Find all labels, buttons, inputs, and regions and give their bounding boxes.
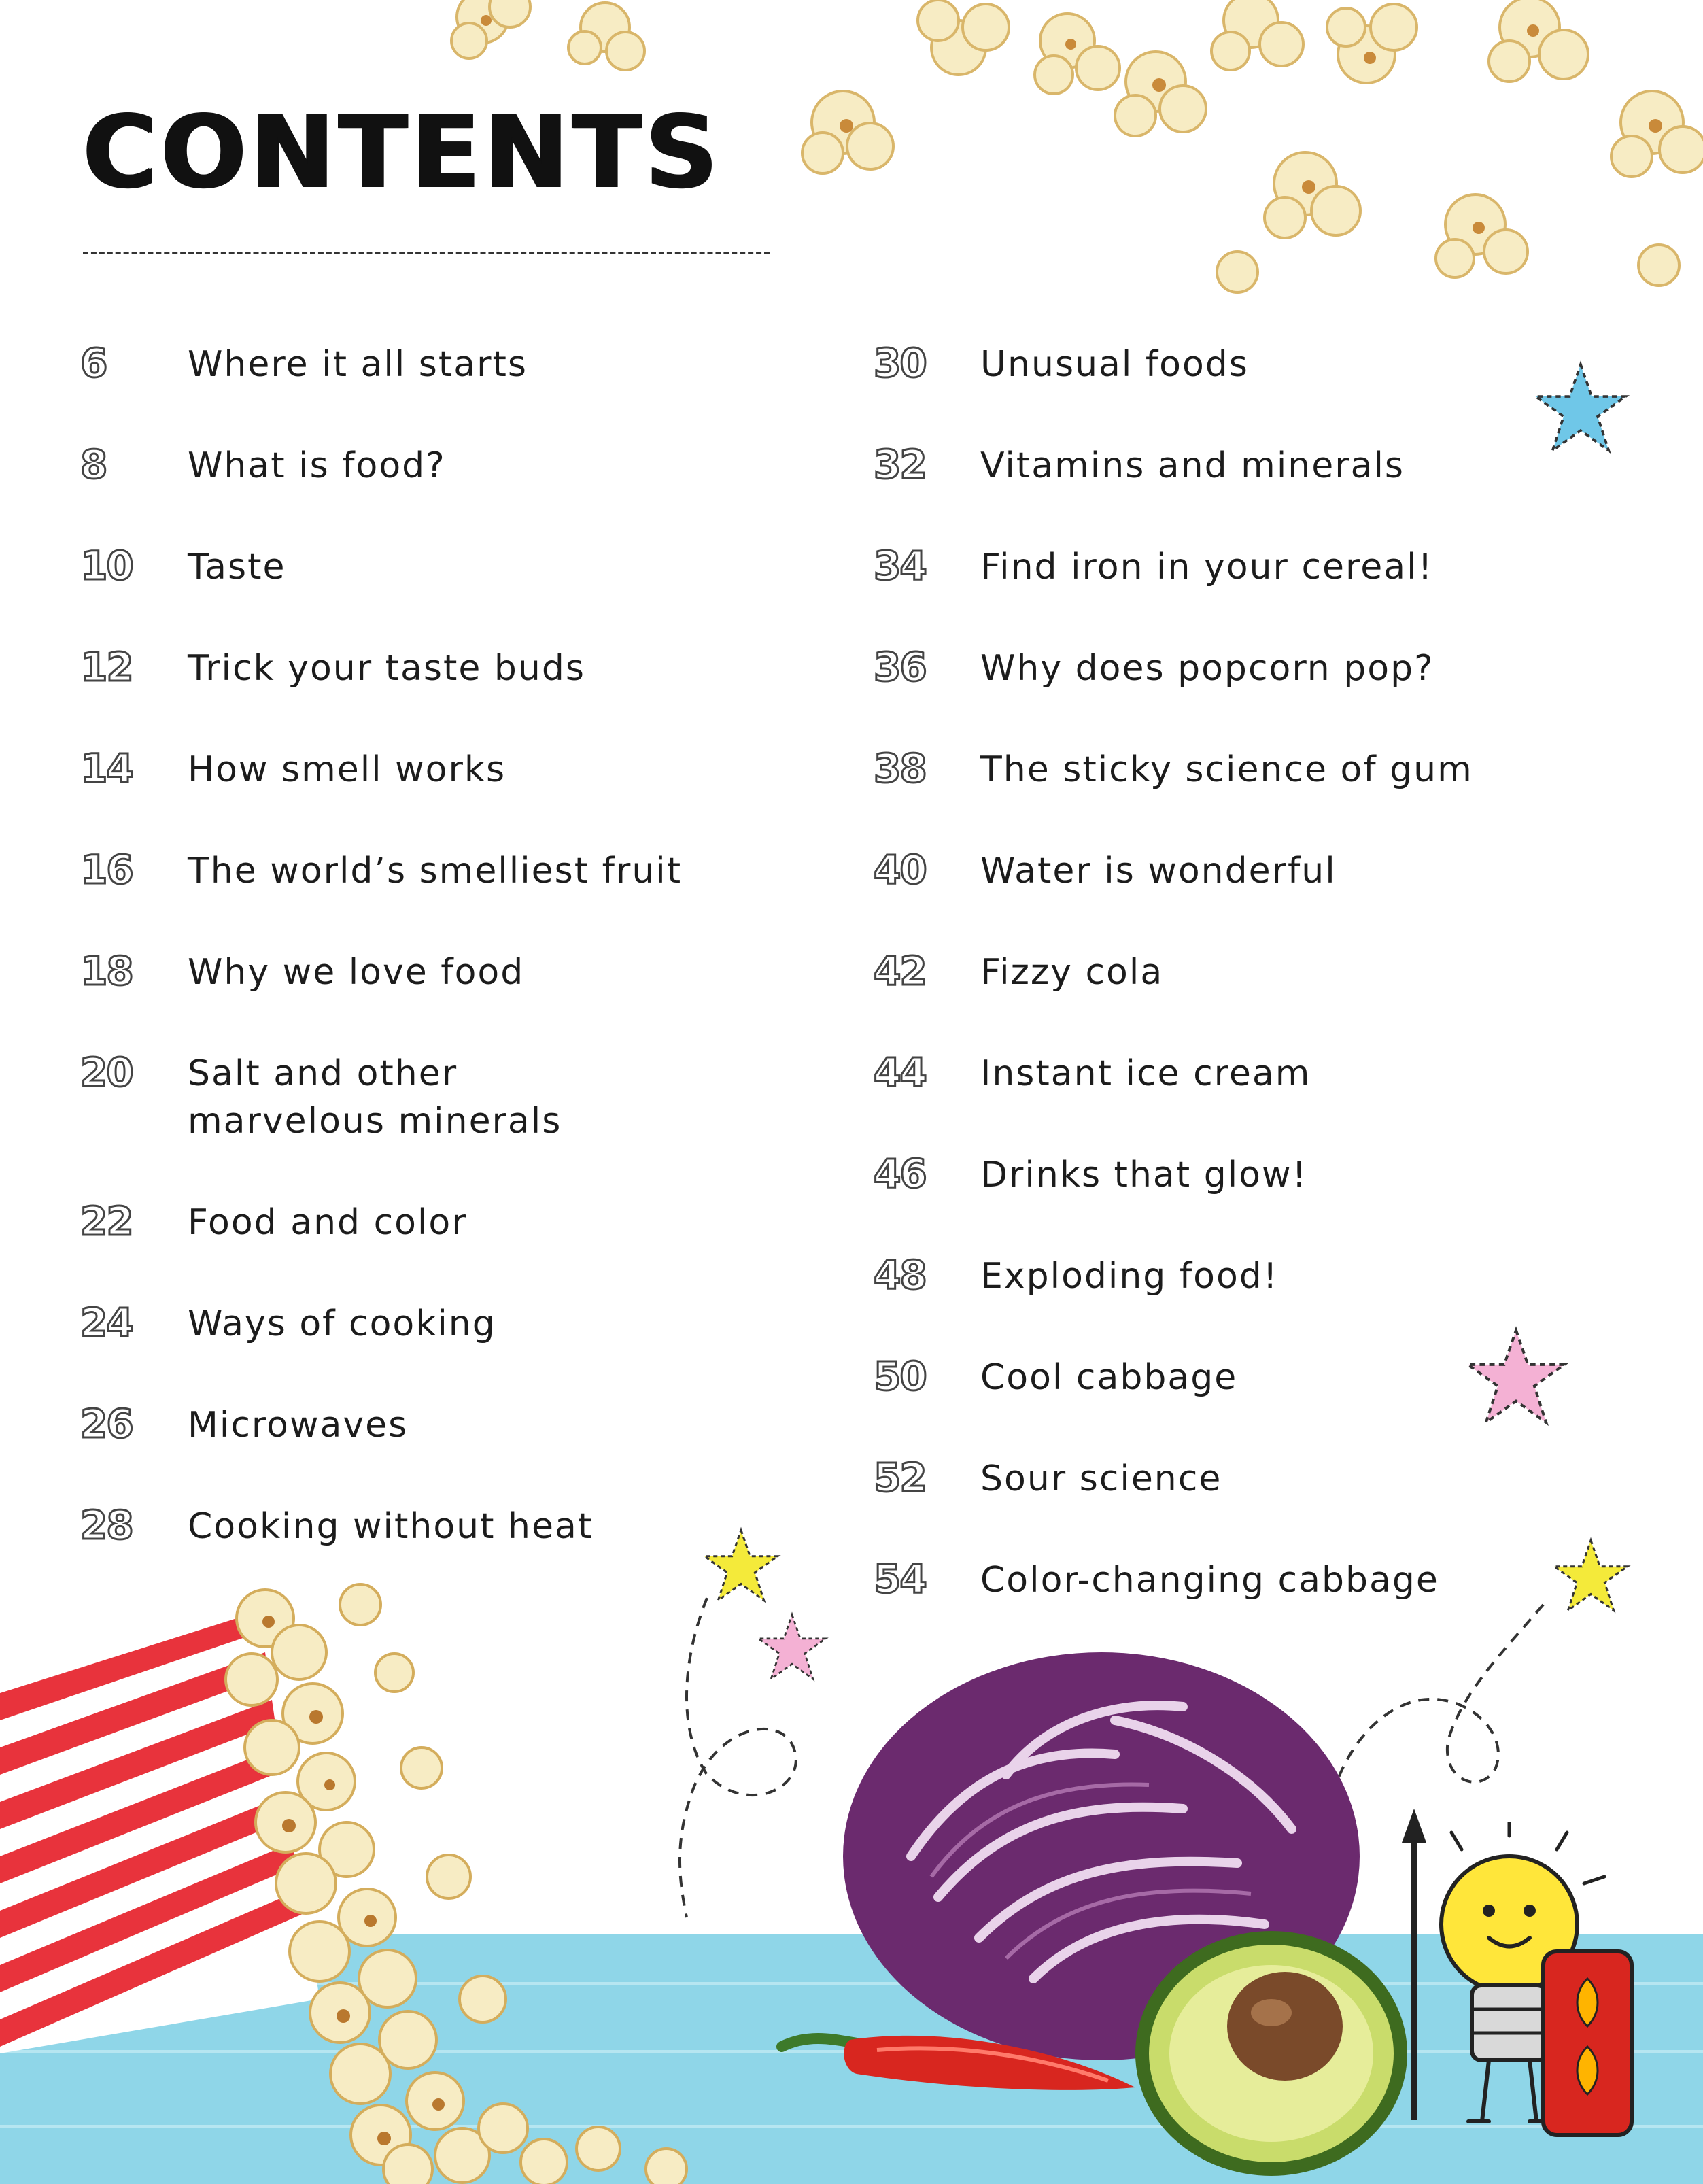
toc-entry[interactable] (80, 745, 828, 794)
toc-entry[interactable] (80, 441, 828, 490)
toc-entry-title: Instant ice cream (980, 1053, 1311, 1094)
toc-entry[interactable] (80, 948, 828, 996)
toc-entry[interactable] (874, 340, 1553, 388)
toc-page-number: 40 (874, 847, 926, 893)
toc-entry-title: Drinks that glow! (980, 1155, 1308, 1195)
toc-entry[interactable] (874, 745, 1553, 794)
toc-entry[interactable] (80, 1401, 828, 1449)
popcorn-top-scatter (422, 0, 1703, 313)
toc-left-column (80, 340, 828, 1607)
toc-page-number: 6 (80, 340, 107, 386)
toc-entry-title: Microwaves (188, 1405, 409, 1446)
toc-entry-title: Unusual foods (980, 344, 1249, 385)
toc-entry[interactable] (80, 644, 828, 692)
toc-entry-title: Fizzy cola (980, 952, 1164, 993)
toc-page-number: 8 (80, 441, 107, 488)
toc-entry[interactable] (80, 1198, 828, 1246)
toc-page-number: 20 (80, 1049, 133, 1095)
toc-entry-title: The sticky science of gum (980, 749, 1473, 790)
toc-page-number: 28 (80, 1502, 133, 1548)
star-icon (1550, 1537, 1632, 1615)
toc-entry-title: What is food? (188, 445, 446, 486)
toc-page-number: 50 (874, 1353, 926, 1399)
toc-page-number: 26 (80, 1401, 133, 1447)
toc-entry-title: How smell works (188, 749, 506, 790)
toc-entry-title: Trick your taste buds (188, 648, 585, 689)
toc-entry-title: Cool cabbage (980, 1357, 1238, 1398)
star-icon (1530, 360, 1632, 456)
toc-page-number: 32 (874, 441, 926, 488)
toc-entry[interactable] (874, 441, 1553, 490)
toc-page-number: 34 (874, 543, 926, 589)
shield (1536, 1945, 1638, 2142)
toc-entry[interactable] (80, 543, 828, 591)
star-icon (1462, 1326, 1570, 1428)
toc-page-number: 16 (80, 847, 133, 893)
toc-right-column (874, 340, 1553, 1660)
toc-entry[interactable] (874, 644, 1553, 692)
toc-entry[interactable] (874, 948, 1553, 996)
toc-page-number: 10 (80, 543, 133, 589)
toc-entry-title: The world’s smelliest fruit (188, 851, 683, 891)
toc-page-number: 14 (80, 745, 133, 791)
toc-entry-title: Ways of cooking (188, 1303, 496, 1344)
toc-entry-title: Vitamins and minerals (980, 445, 1405, 486)
toc-entry-title: Color-changing cabbage (980, 1560, 1439, 1601)
toc-entry[interactable] (874, 1150, 1553, 1199)
toc-entry-title: Salt and other marvelous minerals (188, 1053, 562, 1142)
toc-entry-title: Exploding food! (980, 1256, 1279, 1297)
toc-entry[interactable] (874, 543, 1553, 591)
avocado (1129, 1917, 1414, 2183)
toc-page-number: 54 (874, 1556, 926, 1602)
toc-entry-title: Where it all starts (188, 344, 528, 385)
popcorn-spill (190, 1564, 707, 2184)
toc-entry-title: Food and color (188, 1202, 468, 1243)
toc-page-number: 18 (80, 948, 133, 994)
toc-entry[interactable] (80, 1299, 828, 1348)
toc-entry[interactable] (80, 340, 828, 388)
toc-entry-title: Taste (188, 547, 286, 587)
toc-page-number: 36 (874, 644, 926, 690)
toc-page-number: 48 (874, 1252, 926, 1298)
toc-entry[interactable] (80, 847, 828, 895)
toc-entry[interactable] (874, 1049, 1553, 1097)
toc-entry[interactable] (874, 847, 1553, 895)
toc-page-number: 30 (874, 340, 926, 386)
toc-entry[interactable] (874, 1454, 1553, 1503)
toc-entry-title: Cooking without heat (188, 1506, 594, 1547)
toc-entry-title: Find iron in your cereal! (980, 547, 1434, 587)
toc-page-number: 22 (80, 1198, 133, 1244)
toc-page-number: 44 (874, 1049, 926, 1095)
toc-page-number: 12 (80, 644, 133, 690)
toc-page-number: 24 (80, 1299, 133, 1346)
toc-entry[interactable] (874, 1353, 1553, 1401)
toc-page-number: 52 (874, 1454, 926, 1501)
toc-entry[interactable] (80, 1049, 828, 1145)
page-title: CONTENTS (83, 94, 722, 211)
toc-entry[interactable] (874, 1252, 1553, 1300)
chili-pepper (768, 2013, 1149, 2108)
toc-entry-title: Water is wonderful (980, 851, 1337, 891)
toc-page-number: 46 (874, 1150, 926, 1197)
toc-entry-title: Sour science (980, 1458, 1222, 1499)
toc-page-number: 42 (874, 948, 926, 994)
toc-entry-title: Why we love food (188, 952, 525, 993)
toc-page-number: 38 (874, 745, 926, 791)
toc-entry-title: Why does popcorn pop? (980, 648, 1434, 689)
